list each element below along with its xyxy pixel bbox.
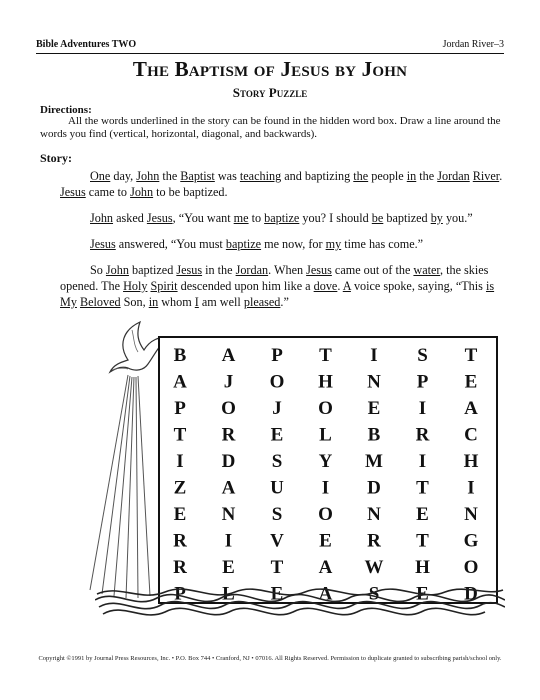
story-fragment: me now, for [261, 237, 326, 251]
underlined-word: my [325, 237, 342, 251]
underlined-word: River [472, 169, 500, 183]
story-label: Story: [40, 151, 72, 165]
grid-letter: R [415, 424, 430, 446]
grid-letter: P [174, 398, 186, 419]
grid-letter: G [463, 530, 479, 552]
grid-letter: I [467, 477, 475, 499]
underlined-word: baptize [264, 211, 300, 225]
underlined-word: Jordan [235, 263, 269, 277]
story-fragment: you? I should [299, 211, 372, 225]
story-fragment: time has come.” [341, 237, 424, 251]
grid-letter: O [463, 557, 479, 578]
underlined-word: me [233, 211, 249, 225]
story-fragment: was [214, 169, 240, 183]
grid-letter: J [272, 398, 282, 419]
grid-letter: D [367, 477, 381, 499]
underlined-word: Jesus [306, 263, 332, 277]
underlined-word: John [136, 169, 160, 183]
underlined-word: be [371, 211, 384, 225]
grid-letter: E [464, 371, 478, 393]
underlined-word: Beloved [79, 295, 121, 309]
page-subtitle: Story Puzzle [232, 85, 308, 100]
underlined-word: Holy [123, 279, 148, 293]
grid-letter: P [416, 371, 429, 393]
underlined-word: teaching [239, 169, 282, 183]
story-fragment: people [368, 169, 407, 183]
grid-letter: E [270, 583, 284, 604]
grid-letter: T [173, 424, 187, 446]
grid-letter: S [368, 583, 380, 604]
underlined-word: Spirit [150, 279, 178, 293]
grid-letter: N [367, 371, 381, 393]
grid-letter: N [464, 504, 478, 525]
grid-letter: H [463, 451, 479, 472]
word-search-grid [158, 336, 498, 604]
story-fragment: So [90, 263, 106, 277]
underlined-word: John [105, 263, 129, 277]
story-paragraph [60, 168, 510, 200]
grid-letter: Z [173, 477, 187, 499]
grid-letter: L [222, 583, 235, 604]
grid-letter: B [367, 424, 381, 446]
story-fragment: and baptizing [281, 169, 354, 183]
grid-letter: B [173, 345, 187, 366]
grid-letter: H [318, 371, 333, 393]
book-title: Bible Adventures TWO [36, 39, 137, 50]
story-paragraph [60, 262, 510, 310]
story-fragment: to be baptized. [153, 185, 228, 199]
underlined-word: Jesus [90, 237, 116, 251]
grid-letter: N [221, 504, 236, 525]
grid-letter: R [173, 530, 187, 552]
grid-letter: E [222, 557, 235, 578]
story-fragment: baptized [128, 263, 177, 277]
underlined-word: pleased [243, 295, 281, 309]
grid-letter: I [176, 451, 184, 472]
grid-letter: T [416, 530, 429, 552]
underlined-word: Jesus [60, 185, 86, 199]
underlined-word: is [485, 279, 495, 293]
underlined-word: John [130, 185, 154, 199]
story-fragment: came out of the [331, 263, 414, 277]
story-fragment: . When [268, 263, 307, 277]
underlined-word: water [413, 263, 440, 277]
underlined-word: A [342, 279, 351, 293]
story-fragment: baptized [383, 211, 431, 225]
underlined-word: John [90, 211, 114, 225]
grid-letter: E [416, 504, 429, 525]
story-fragment: am well [198, 295, 244, 309]
story-fragment: asked [113, 211, 147, 225]
grid-letter: O [318, 398, 333, 419]
underlined-word: baptize [225, 237, 262, 251]
story-fragment: came to [85, 185, 131, 199]
underlined-word: One [90, 169, 111, 183]
grid-letter: V [270, 530, 284, 552]
grid-letter: A [221, 477, 236, 499]
story-fragment: , the skies opened. The [60, 263, 489, 293]
grid-letter: W [364, 557, 384, 578]
story-fragment: the [159, 169, 181, 183]
page-header [36, 37, 504, 54]
grid-letter: Y [318, 451, 333, 472]
story-fragment: . [499, 169, 503, 183]
grid-letter: R [221, 424, 236, 446]
grid-letter: H [415, 557, 430, 578]
underlined-word: My [60, 295, 77, 309]
grid-letter: E [367, 398, 381, 419]
grid-letter: I [370, 345, 378, 366]
grid-letter: E [270, 424, 284, 446]
directions-label: Directions: [40, 104, 92, 116]
grid-letter: T [416, 477, 429, 499]
underlined-word: I [194, 295, 199, 309]
story-fragment: you.” [442, 211, 473, 225]
grid-letter: A [464, 398, 478, 419]
grid-letter: S [271, 451, 283, 472]
grid-letter: S [417, 345, 428, 366]
story-fragment: whom [158, 295, 195, 309]
grid-letter: I [418, 451, 427, 472]
copyright-footer: Copyright ©1991 by Journal Press Resources, Inc. • P.O. Box 744 • Cranford, NJ • 07016. All Rights Reserved. Permission to duplicate granted to subscribing parish/school only. [38, 655, 502, 662]
story-fragment: .” [280, 295, 289, 309]
grid-letter: I [224, 530, 233, 552]
grid-letter: S [271, 504, 283, 525]
story-paragraph [60, 210, 510, 226]
grid-letter: A [318, 557, 333, 578]
story-fragment: , “You want [172, 211, 234, 225]
grid-letter: P [271, 345, 283, 366]
grid-letter: T [270, 557, 284, 578]
word-grid-svg [158, 336, 498, 604]
grid-letter: N [367, 504, 381, 525]
river-waves [95, 580, 505, 625]
grid-letter: O [221, 398, 236, 419]
grid-letter: A [318, 583, 333, 604]
page-number: Jordan River–3 [442, 39, 504, 50]
grid-letter: E [416, 583, 429, 604]
underlined-word: Jordan [437, 169, 470, 183]
grid-letter: R [367, 530, 381, 552]
story-fragment: in the [202, 263, 236, 277]
grid-letter: D [464, 583, 478, 604]
grid-letter: O [269, 371, 285, 393]
grid-letter: T [464, 345, 478, 366]
directions-text: All the words underlined in the story can be found in the hidden word box. Draw a line around the words you find (vertical, horizontal, diagonal, and backwards). [40, 115, 501, 140]
grid-letter: I [418, 398, 427, 419]
grid-letter: L [319, 424, 332, 446]
grid-letter: E [319, 530, 332, 552]
story-fragment: Son, [120, 295, 149, 309]
grid-letter: A [173, 371, 187, 393]
story-paragraph [60, 236, 510, 252]
grid-letter: J [223, 371, 234, 393]
grid-letter: I [321, 477, 330, 499]
story-fragment: to [248, 211, 265, 225]
grid-letter: T [319, 345, 332, 366]
story-fragment: . [337, 279, 343, 293]
underlined-word: Baptist [180, 169, 215, 183]
grid-letter: M [365, 451, 383, 472]
underlined-word: by [430, 211, 443, 225]
underlined-word: in [406, 169, 417, 183]
grid-letter: C [464, 424, 478, 446]
story-text [60, 168, 510, 320]
underlined-word: Jesus [176, 263, 203, 277]
story-fragment: the [416, 169, 438, 183]
grid-letter: R [173, 557, 187, 578]
story-fragment: day, [110, 169, 137, 183]
story-fragment: descended upon him like a [177, 279, 314, 293]
grid-letter: E [173, 504, 187, 525]
grid-letter: P [174, 583, 186, 604]
underlined-word: dove [313, 279, 338, 293]
grid-letter: D [221, 451, 236, 472]
grid-letter: O [318, 504, 333, 525]
underlined-word: the [353, 169, 369, 183]
underlined-word: Jesus [146, 211, 173, 225]
page-title: The Baptism of Jesus by John [132, 57, 408, 81]
grid-letter: A [221, 345, 236, 366]
grid-letter: U [270, 477, 284, 499]
underlined-word: in [148, 295, 159, 309]
story-fragment: voice spoke, saying, “This [350, 279, 486, 293]
story-fragment: answered, “You must [115, 237, 226, 251]
